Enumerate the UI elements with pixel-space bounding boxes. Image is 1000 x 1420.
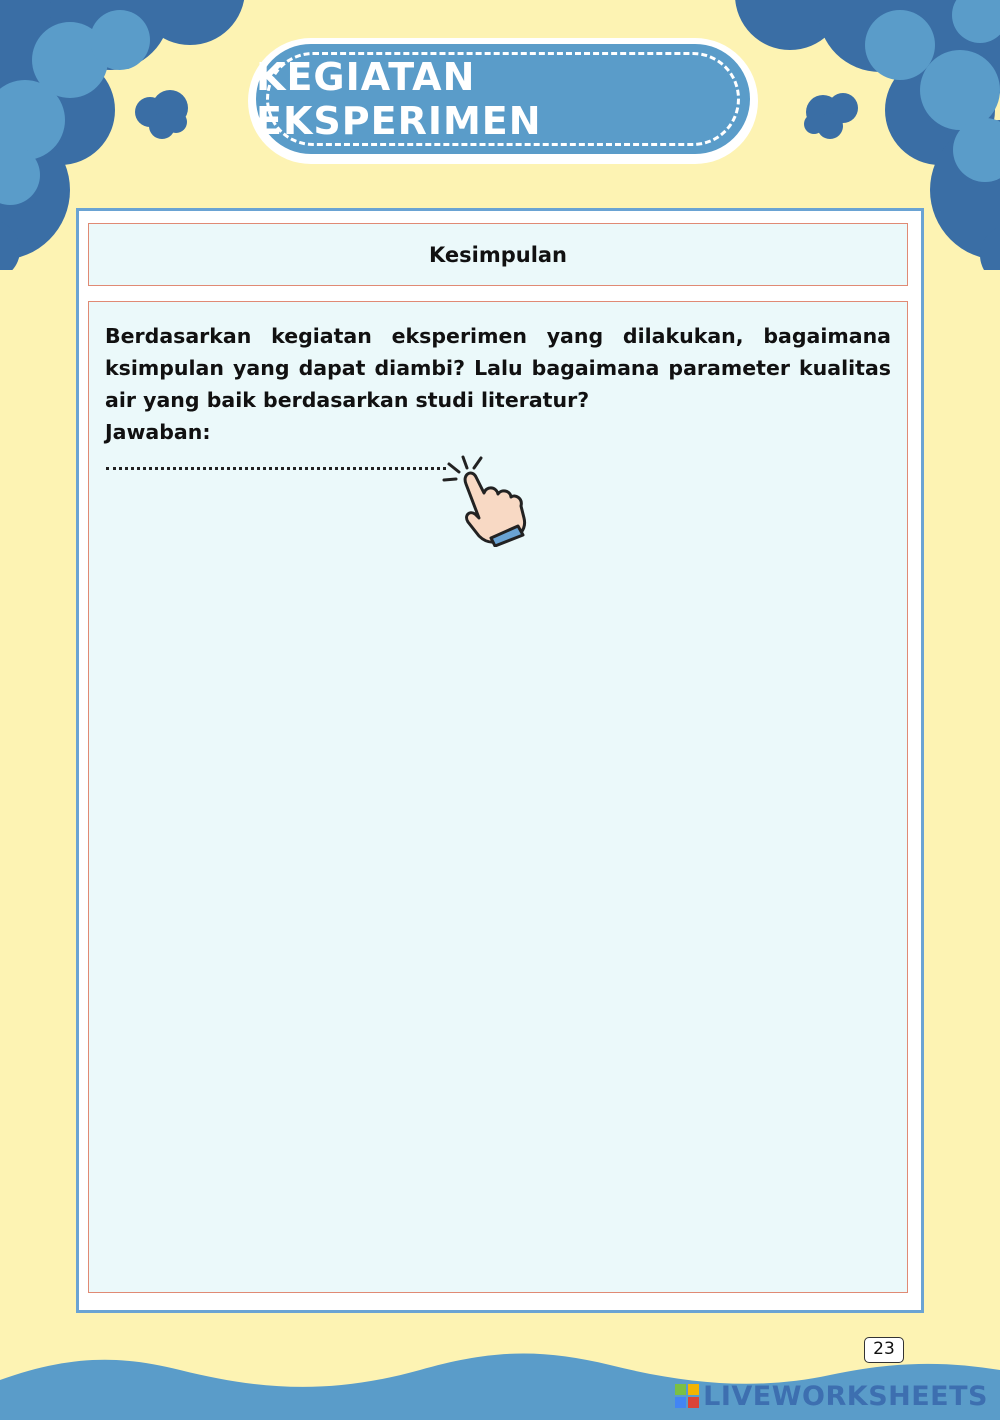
answer-label: Jawaban: bbox=[105, 420, 211, 444]
liveworksheets-logo-icon bbox=[675, 1384, 699, 1408]
question-box bbox=[88, 301, 908, 1293]
question-text: Berdasarkan kegiatan eksperimen yang dilakukan, bagaimana ksimpulan yang dapat diambi? Lalu bagaimana parameter kualitas air yang baik berdasarkan studi literatur? bbox=[105, 324, 891, 412]
brand-name: LIVEWORKSHEETS bbox=[703, 1380, 988, 1412]
section-heading: Kesimpulan bbox=[428, 242, 568, 267]
worksheet-card bbox=[76, 208, 924, 1313]
pointing-hand-icon bbox=[441, 452, 541, 547]
answer-input[interactable] bbox=[106, 467, 446, 470]
title-banner bbox=[248, 38, 758, 164]
page-number: 23 bbox=[864, 1337, 904, 1363]
page-title: KEGIATAN EKSPERIMEN bbox=[256, 55, 542, 143]
title-banner-fill bbox=[256, 44, 750, 154]
brand-watermark bbox=[675, 1380, 988, 1412]
section-heading-box bbox=[88, 223, 908, 286]
